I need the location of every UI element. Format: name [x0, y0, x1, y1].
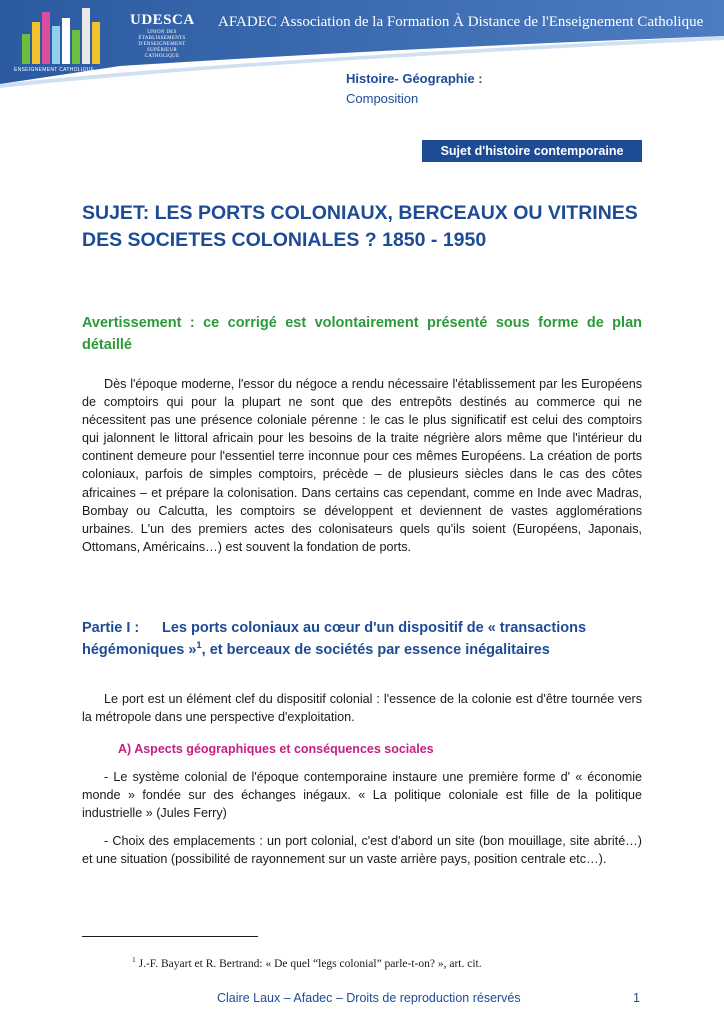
footnote-text: J.-F. Bayart et R. Bertrand: « De quel “legs colonial” parle-t-on? », art. cit. — [135, 958, 482, 970]
footnote-number: 1 — [132, 955, 136, 965]
association-title: AFADEC Association de la Formation À Distance de l'Enseignement Catholique — [218, 14, 704, 30]
title-line-1: SUJET: LES PORTS COLONIAUX, BERCEAUX OU VITRINES — [82, 202, 638, 224]
page-title — [82, 200, 648, 254]
udesca-logo: UDESCA — [130, 12, 195, 28]
bullet-1 — [82, 768, 642, 822]
section-a-heading: A) Aspects géographiques et conséquences sociales — [118, 742, 434, 756]
page-number: 1 — [633, 991, 640, 1005]
discipline-label: Histoire- Géographie : — [346, 71, 483, 86]
part-1-title-b: , et berceaux de sociétés par essence inégalitaires — [201, 642, 550, 658]
footer-credit: Claire Laux – Afadec – Droits de reproduction réservés — [217, 991, 521, 1005]
part-1-number: Partie I : — [82, 620, 140, 636]
footnote — [132, 955, 482, 970]
udesca-subtitle: UNION DES ÉTABLISSEMENTS D'ENSEIGNEMENT SUPÉRIEUR CATHOLIQUE — [138, 30, 186, 59]
subject-tag: Sujet d'histoire contemporaine — [422, 140, 642, 162]
banner-caption: ENSEIGNEMENT CATHOLIQUE — [14, 67, 95, 73]
exercise-label: Composition — [346, 91, 419, 106]
intro-paragraph — [82, 375, 642, 556]
title-line-2: DES SOCIETES COLONIALES ? 1850 - 1950 — [82, 229, 487, 251]
port-text: Le port est un élément clef du dispositif colonial : l'essence de la colonie est d'être tournée vers la métropole dans une perspective d'exploitation. — [82, 692, 642, 725]
warning-notice: Avertissement : ce corrigé est volontairement présenté sous forme de plan détaillé — [82, 315, 642, 353]
part-1-title-a: Les ports coloniaux au cœur d'un dispositif de « transactions hégémoniques » — [82, 620, 587, 658]
footnote-ref[interactable]: 1 — [196, 639, 202, 651]
bullet-1-text: - Le système colonial de l'époque contemporaine instaure une première forme d' « économie monde » fondée sur des échanges inégaux. « La politique coloniale est fille de la politique industrielle » (Jules Ferry) — [82, 770, 642, 821]
intro-text: Dès l'époque moderne, l'essor du négoce a rendu nécessaire l'établissement par les Européens de comptoirs qui pour la plupart ne sont que des entrepôts destinés au commerce qui ne nécessitent pas une présence coloniale pérenne : le cas le plus significatif est celui des comptoirs qui jalonnent le littoral africain pour les besoins de la traite négrière alors même que l'intérieur du continent demeure pour l'essentiel terre inconnue pour ces mêmes Européens. La création de ports coloniaux, parfois de simples comptoirs, précède – de plusieurs siècles dans le cas des côtes africaines – et prépare la colonisation. Dans certains cas cependant, comme en Inde avec Madras, Bombay ou Calcutta, les comptoirs se développent et deviennent de vastes agglomérations urbaines. L'un des premiers actes des colonisateurs quels qu'ils soient (Européens, Japonais, Ottomans, Américains…) est souvent la fondation de ports. — [82, 377, 642, 554]
part-1-heading — [82, 617, 642, 661]
bullet-2 — [82, 832, 642, 868]
port-paragraph — [82, 690, 642, 726]
bullet-2-text: - Choix des emplacements : un port colonial, c'est d'abord un site (bon mouillage, site abrité…) et une situation (possibilité de rayonnement sur un vaste arrière pays, position centrale etc…). — [82, 834, 642, 867]
footnote-separator — [82, 936, 258, 937]
